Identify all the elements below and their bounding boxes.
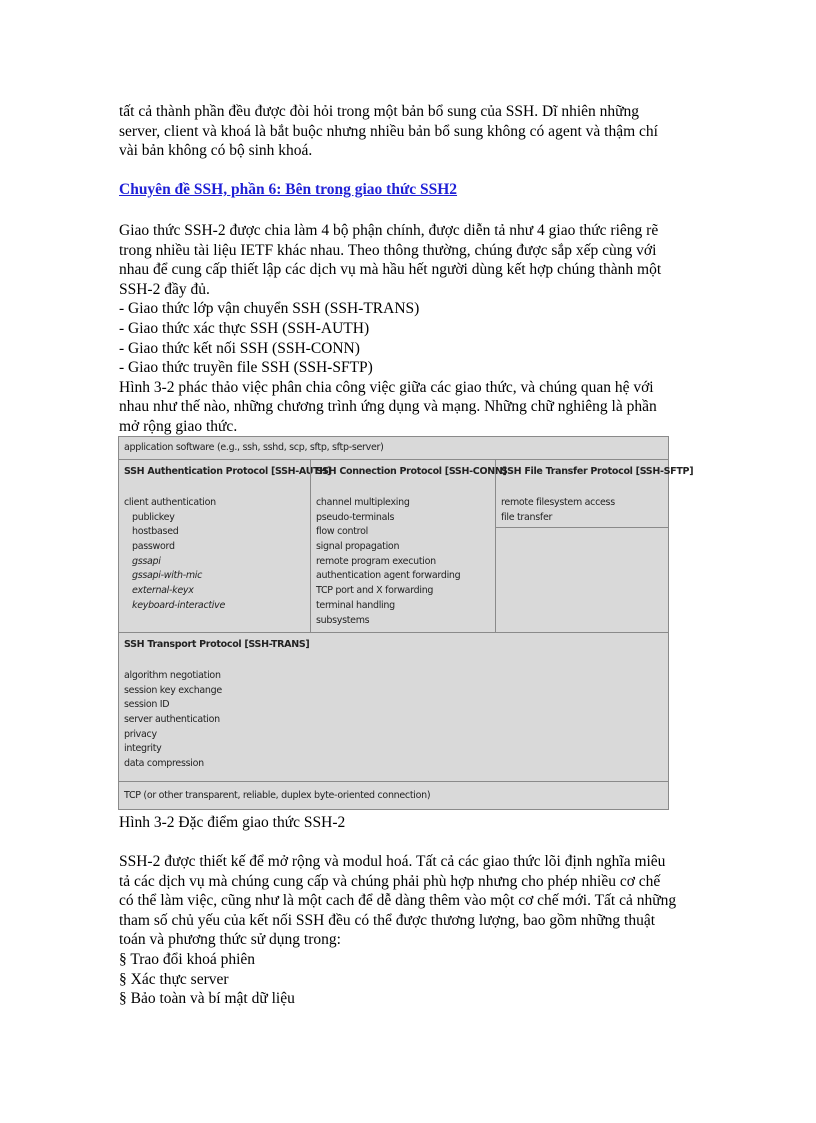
list-item: - Giao thức kết nối SSH (SSH-CONN): [119, 339, 360, 357]
conn-protocol-box: [310, 459, 507, 633]
auth-protocol-list: [124, 496, 225, 614]
text-line: mở rộng giao thức.: [119, 417, 238, 435]
sftp-protocol-list: [501, 496, 615, 525]
trans-protocol-list: [124, 669, 222, 772]
list-item: algorithm negotiation: [124, 670, 221, 681]
conn-protocol-title: SSH Connection Protocol [SSH-CONN]: [316, 466, 507, 477]
list-item: channel multiplexing: [316, 497, 410, 508]
section-paragraph: [119, 221, 709, 437]
list-item: server authentication: [124, 714, 220, 726]
auth-protocol-box: [118, 459, 331, 633]
list-item: remote filesystem access: [501, 497, 615, 508]
list-item: hostbased: [132, 526, 179, 538]
section-heading-link[interactable]: Chuyên đề SSH, phần 6: Bên trong giao thức SSH2: [119, 181, 458, 198]
intro-paragraph: [119, 102, 709, 161]
text-line: tất cả thành phần đều được đòi hỏi trong một bản bổ sung của SSH. Dĩ nhiên những: [119, 103, 640, 120]
list-item: signal propagation: [316, 541, 400, 553]
list-item: session key exchange: [124, 684, 222, 696]
text-line: toán và phương thức sử dụng trong:: [119, 931, 341, 949]
list-item: integrity: [124, 743, 162, 755]
text-line: server, client và khoá là bắt buộc nhưng nhiều bản bổ sung không có agent và thậm chí: [119, 122, 658, 140]
list-item: keyboard-interactive: [132, 599, 226, 611]
closing-paragraph: [119, 852, 709, 1009]
protocol-architecture-figure: [118, 436, 694, 810]
list-item: client authentication: [124, 497, 216, 508]
application-layer-box: [118, 436, 669, 460]
list-item: file transfer: [501, 511, 553, 523]
list-item: § Xác thực server: [119, 970, 229, 988]
sftp-protocol-box: [495, 459, 694, 528]
list-item: gssapi-with-mic: [132, 570, 203, 582]
text-line: tả các dịch vụ mà chúng cung cấp và chúng phải phù hợp nhưng cho phép nhiều cơ chế: [119, 872, 661, 890]
text-line: có thể làm việc, cũng như là một cach để dễ dàng thêm vào một cơ chế mới. Tất cả những: [119, 892, 677, 910]
tcp-layer-label: TCP (or other transparent, reliable, duplex byte-oriented connection): [124, 790, 431, 801]
conn-protocol-list: [316, 496, 460, 628]
text-line: SSH-2 được thiết kế để mở rộng và modul hoá. Tất cả các giao thức lõi định nghĩa miêu: [119, 853, 666, 870]
text-line: tham số chủ yếu của kết nối SSH đều có thể được thương lượng, bao gồm những thuật: [119, 911, 656, 929]
list-item: gssapi: [132, 555, 161, 567]
text-line: Giao thức SSH-2 được chia làm 4 bộ phận chính, được diễn tả như 4 giao thức riêng rẽ: [119, 222, 659, 239]
tcp-layer-box: [118, 781, 669, 810]
list-item: § Bảo toàn và bí mật dữ liệu: [119, 990, 295, 1008]
application-layer-label: application software (e.g., ssh, sshd, scp, sftp, sftp-server): [124, 442, 384, 453]
list-item: pseudo-terminals: [316, 511, 395, 523]
list-item: publickey: [132, 511, 175, 523]
list-item: subsystems: [316, 614, 370, 626]
auth-protocol-title: SSH Authentication Protocol [SSH-AUTH]: [124, 466, 331, 477]
trans-protocol-box: [118, 632, 669, 782]
text-line: nhau như thế nào, những chương trình ứng dụng và mạng. Những chữ nghiêng là phần: [119, 398, 657, 416]
list-item: flow control: [316, 526, 368, 538]
list-item: remote program execution: [316, 555, 436, 567]
text-line: Hình 3-2 phác thảo việc phân chia công việc giữa các giao thức, và chúng quan hệ với: [119, 378, 654, 396]
list-item: external-keyx: [132, 585, 194, 597]
list-item: privacy: [124, 728, 157, 740]
figure-caption: Hình 3-2 Đặc điểm giao thức SSH-2: [119, 814, 346, 831]
trans-protocol-title: SSH Transport Protocol [SSH-TRANS]: [124, 639, 310, 650]
sftp-protocol-title: SSH File Transfer Protocol [SSH-SFTP]: [501, 466, 694, 477]
list-item: TCP port and X forwarding: [316, 585, 434, 597]
list-item: § Trao đổi khoá phiên: [119, 950, 256, 968]
list-item: - Giao thức xác thực SSH (SSH-AUTH): [119, 319, 370, 337]
list-item: data compression: [124, 758, 204, 770]
text-line: trong nhiều tài liệu IETF khác nhau. Theo thông thường, chúng được sắp xếp cùng với: [119, 241, 657, 259]
list-item: terminal handling: [316, 599, 395, 611]
text-line: vài bản không có bộ sinh khoá.: [119, 142, 313, 160]
list-item: - Giao thức lớp vận chuyển SSH (SSH-TRANS): [119, 300, 420, 318]
list-item: session ID: [124, 699, 170, 711]
list-item: password: [132, 541, 175, 553]
text-line: nhau để cung cấp thiết lập các dịch vụ mà hầu hết người dùng kết hợp chúng thành một: [119, 261, 662, 279]
text-line: SSH-2 đầy đủ.: [119, 280, 210, 298]
list-item: - Giao thức truyền file SSH (SSH-SFTP): [119, 359, 373, 377]
list-item: authentication agent forwarding: [316, 570, 461, 582]
